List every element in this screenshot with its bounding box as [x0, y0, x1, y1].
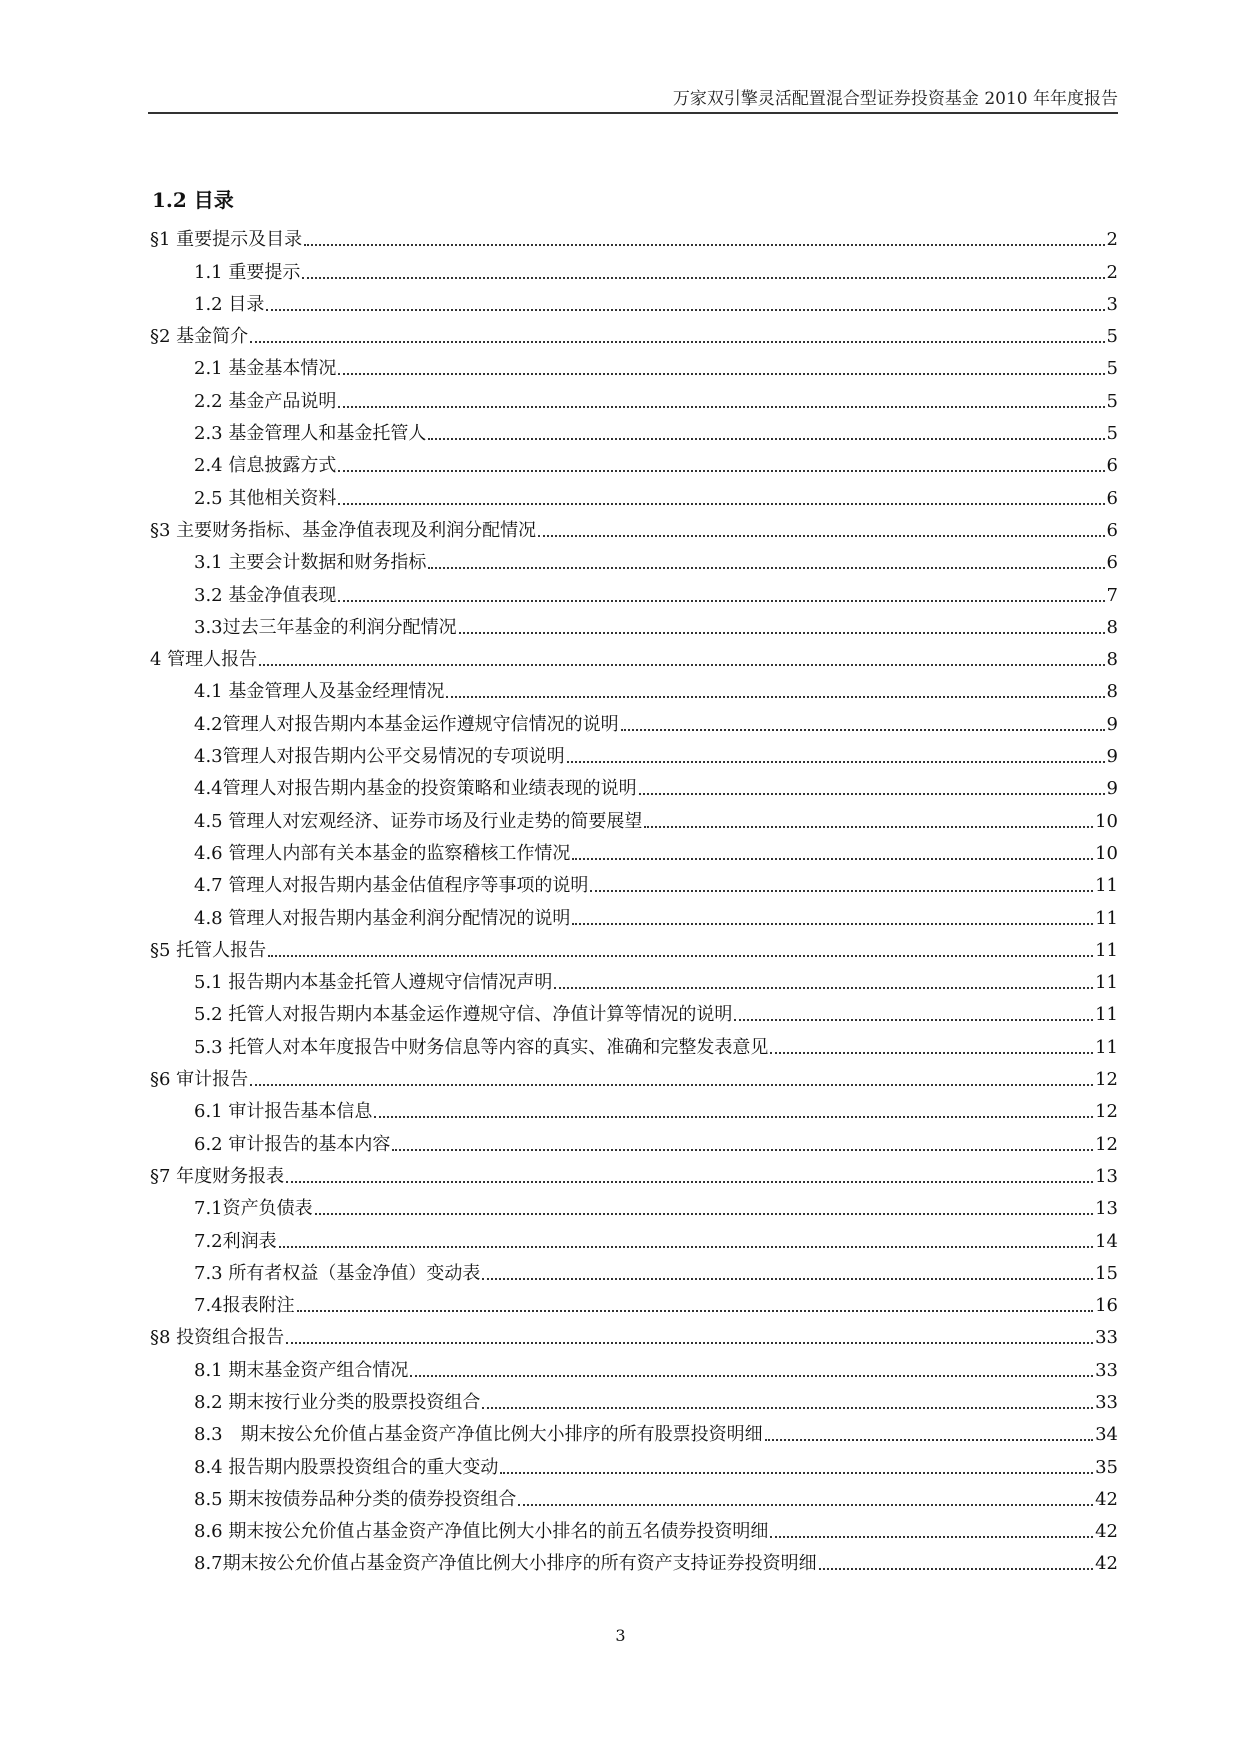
toc-entry[interactable]	[150, 541, 1118, 573]
toc-entry-label: 5.1 报告期内本基金托管人遵规守信情况声明	[194, 972, 553, 994]
toc-entry[interactable]	[150, 1445, 1118, 1477]
toc-entry-label: 8.5 期末按债券品种分类的债券投资组合	[194, 1488, 517, 1510]
toc-entry[interactable]	[150, 1478, 1118, 1510]
toc-dot-leader	[338, 470, 1104, 472]
toc-entry-page: 9	[1106, 713, 1118, 735]
toc-dot-leader	[770, 1052, 1093, 1054]
toc-entry[interactable]	[150, 1219, 1118, 1251]
table-of-contents	[150, 218, 1118, 1574]
toc-entry[interactable]	[150, 1381, 1118, 1413]
toc-entry-page: 6	[1106, 487, 1118, 509]
toc-entry-label: 2.5 其他相关资料	[194, 487, 337, 509]
toc-entry[interactable]	[150, 509, 1118, 541]
toc-dot-leader	[639, 793, 1105, 795]
section-title: 1.2 目录	[152, 188, 234, 212]
toc-entry-page: 14	[1095, 1230, 1118, 1252]
toc-entry[interactable]	[150, 1090, 1118, 1122]
toc-entry-page: 12	[1095, 1101, 1118, 1123]
toc-entry[interactable]	[150, 1025, 1118, 1057]
toc-entry-page: 6	[1106, 455, 1118, 477]
toc-entry-page: 7	[1106, 584, 1118, 606]
toc-dot-leader	[250, 1084, 1093, 1086]
toc-entry-page: 11	[1095, 875, 1118, 897]
toc-dot-leader	[770, 1536, 1093, 1538]
toc-entry-label: 2.2 基金产品说明	[194, 390, 337, 412]
toc-entry-page: 33	[1095, 1391, 1118, 1413]
toc-dot-leader	[338, 503, 1104, 505]
toc-entry-label: 3.3过去三年基金的利润分配情况	[194, 616, 457, 638]
running-header: 万家双引擎灵活配置混合型证券投资基金 2010 年年度报告	[672, 89, 1118, 109]
toc-dot-leader	[554, 987, 1093, 989]
toc-entry-label: 7.1资产负债表	[194, 1198, 313, 1220]
toc-entry[interactable]	[150, 1284, 1118, 1316]
toc-entry[interactable]	[150, 735, 1118, 767]
toc-dot-leader	[482, 1278, 1093, 1280]
toc-entry-label: 4.3管理人对报告期内公平交易情况的专项说明	[194, 746, 565, 768]
toc-dot-leader	[302, 277, 1104, 279]
toc-dot-leader	[446, 696, 1104, 698]
toc-entry-page: 6	[1106, 519, 1118, 541]
toc-entry-label: 7.3 所有者权益（基金净值）变动表	[194, 1262, 481, 1284]
toc-entry-page: 8	[1106, 681, 1118, 703]
toc-entry-label: 4 管理人报告	[150, 649, 258, 671]
toc-dot-leader	[819, 1568, 1093, 1570]
toc-entry-page: 6	[1106, 552, 1118, 574]
toc-dot-leader	[500, 1472, 1093, 1474]
toc-entry-page: 5	[1106, 423, 1118, 445]
toc-entry-label: 8.6 期末按公允价值占基金资产净值比例大小排名的前五名债券投资明细	[194, 1521, 769, 1543]
toc-entry-label: 4.4管理人对报告期内基金的投资策略和业绩表现的说明	[194, 778, 637, 800]
toc-dot-leader	[518, 1504, 1093, 1506]
toc-entry-label: §5 托管人报告	[150, 939, 267, 961]
toc-entry[interactable]	[150, 347, 1118, 379]
toc-dot-leader	[268, 955, 1093, 957]
toc-entry-label: 5.3 托管人对本年度报告中财务信息等内容的真实、准确和完整发表意见	[194, 1036, 769, 1058]
toc-entry[interactable]	[150, 250, 1118, 282]
toc-entry-label: 4.1 基金管理人及基金经理情况	[194, 681, 445, 703]
toc-entry-label: 1.2 目录	[194, 293, 265, 315]
toc-dot-leader	[392, 1149, 1093, 1151]
toc-entry-page: 42	[1095, 1488, 1118, 1510]
toc-entry-page: 33	[1095, 1359, 1118, 1381]
toc-entry[interactable]	[150, 444, 1118, 476]
toc-entry[interactable]	[150, 993, 1118, 1025]
toc-dot-leader	[410, 1375, 1093, 1377]
toc-entry-page: 8	[1106, 616, 1118, 638]
toc-entry-label: 3.2 基金净值表现	[194, 584, 337, 606]
toc-entry-label: 6.1 审计报告基本信息	[194, 1101, 373, 1123]
toc-entry-page: 11	[1095, 1036, 1118, 1058]
header-divider	[148, 112, 1118, 114]
toc-dot-leader	[572, 858, 1093, 860]
toc-dot-leader	[644, 826, 1093, 828]
toc-entry-page: 11	[1095, 907, 1118, 929]
toc-dot-leader	[621, 729, 1105, 731]
toc-entry[interactable]	[150, 799, 1118, 831]
toc-entry[interactable]	[150, 1122, 1118, 1154]
toc-entry-label: 4.5 管理人对宏观经济、证券市场及行业走势的简要展望	[194, 810, 643, 832]
toc-entry[interactable]	[150, 1316, 1118, 1348]
toc-entry[interactable]	[150, 412, 1118, 444]
toc-dot-leader	[428, 438, 1104, 440]
toc-entry[interactable]	[150, 573, 1118, 605]
toc-entry-label: 8.3 期末按公允价值占基金资产净值比例大小排序的所有股票投资明细	[194, 1424, 763, 1446]
toc-dot-leader	[428, 567, 1104, 569]
toc-entry-page: 11	[1095, 972, 1118, 994]
toc-entry-page: 42	[1095, 1553, 1118, 1575]
toc-entry[interactable]	[150, 702, 1118, 734]
toc-entry-label: 7.4报表附注	[194, 1295, 295, 1317]
toc-entry[interactable]	[150, 767, 1118, 799]
toc-dot-leader	[266, 309, 1104, 311]
toc-entry-label: 8.4 报告期内股票投资组合的重大变动	[194, 1456, 499, 1478]
toc-dot-leader	[338, 406, 1104, 408]
toc-entry[interactable]	[150, 1413, 1118, 1445]
toc-entry-label: §2 基金简介	[150, 326, 249, 348]
toc-entry-page: 5	[1106, 390, 1118, 412]
toc-entry-label: 2.1 基金基本情况	[194, 358, 337, 380]
toc-dot-leader	[304, 244, 1104, 246]
toc-entry[interactable]	[150, 218, 1118, 250]
toc-dot-leader	[374, 1116, 1093, 1118]
toc-entry-page: 5	[1106, 326, 1118, 348]
toc-entry-page: 16	[1095, 1295, 1118, 1317]
toc-dot-leader	[765, 1439, 1093, 1441]
toc-dot-leader	[734, 1019, 1093, 1021]
toc-entry[interactable]	[150, 379, 1118, 411]
toc-entry-label: §8 投资组合报告	[150, 1327, 285, 1349]
toc-entry-page: 2	[1106, 261, 1118, 283]
toc-entry-page: 12	[1095, 1133, 1118, 1155]
toc-entry-label: 5.2 托管人对报告期内本基金运作遵规守信、净值计算等情况的说明	[194, 1004, 733, 1026]
toc-entry[interactable]	[150, 1058, 1118, 1090]
toc-entry-page: 11	[1095, 1004, 1118, 1026]
toc-entry-label: 4.2管理人对报告期内本基金运作遵规守信情况的说明	[194, 713, 619, 735]
toc-entry-page: 10	[1095, 810, 1118, 832]
toc-dot-leader	[286, 1181, 1093, 1183]
toc-entry-page: 5	[1106, 358, 1118, 380]
toc-entry[interactable]	[150, 638, 1118, 670]
toc-entry-page: 34	[1095, 1424, 1118, 1446]
toc-entry[interactable]	[150, 670, 1118, 702]
toc-entry-page: 10	[1095, 842, 1118, 864]
toc-entry-label: 6.2 审计报告的基本内容	[194, 1133, 391, 1155]
toc-entry-label: 3.1 主要会计数据和财务指标	[194, 552, 427, 574]
toc-dot-leader	[315, 1213, 1093, 1215]
page-number: 3	[615, 1626, 626, 1645]
toc-entry-label: 4.6 管理人内部有关本基金的监察稽核工作情况	[194, 842, 571, 864]
toc-entry[interactable]	[150, 315, 1118, 347]
toc-entry[interactable]	[150, 864, 1118, 896]
toc-entry-label: 7.2利润表	[194, 1230, 277, 1252]
toc-entry[interactable]	[150, 1252, 1118, 1284]
toc-entry[interactable]	[150, 1348, 1118, 1380]
toc-dot-leader	[590, 890, 1093, 892]
toc-entry[interactable]	[150, 1155, 1118, 1187]
toc-entry-page: 15	[1095, 1262, 1118, 1284]
toc-dot-leader	[279, 1246, 1093, 1248]
toc-entry-page: 35	[1095, 1456, 1118, 1478]
toc-entry-label: §3 主要财务指标、基金净值表现及利润分配情况	[150, 519, 537, 541]
toc-entry-page: 33	[1095, 1327, 1118, 1349]
toc-entry-label: §1 重要提示及目录	[150, 229, 303, 251]
toc-entry-label: 2.3 基金管理人和基金托管人	[194, 423, 427, 445]
toc-dot-leader	[567, 761, 1105, 763]
toc-entry-page: 9	[1106, 746, 1118, 768]
toc-dot-leader	[572, 923, 1093, 925]
toc-entry-page: 13	[1095, 1165, 1118, 1187]
toc-entry[interactable]	[150, 961, 1118, 993]
toc-entry-label: 8.7期末按公允价值占基金资产净值比例大小排序的所有资产支持证券投资明细	[194, 1553, 817, 1575]
toc-dot-leader	[259, 664, 1104, 666]
toc-dot-leader	[338, 600, 1104, 602]
toc-entry-page: 9	[1106, 778, 1118, 800]
toc-entry[interactable]	[150, 929, 1118, 961]
toc-entry-label: 4.8 管理人对报告期内基金利润分配情况的说明	[194, 907, 571, 929]
toc-entry-page: 13	[1095, 1198, 1118, 1220]
toc-entry-label: §6 审计报告	[150, 1069, 249, 1091]
toc-entry-page: 11	[1095, 939, 1118, 961]
toc-entry[interactable]	[150, 1510, 1118, 1542]
toc-dot-leader	[459, 632, 1105, 634]
toc-entry-page: 42	[1095, 1521, 1118, 1543]
toc-entry-label: 8.1 期末基金资产组合情况	[194, 1359, 409, 1381]
toc-entry[interactable]	[150, 896, 1118, 928]
toc-dot-leader	[250, 341, 1104, 343]
toc-entry-label: 2.4 信息披露方式	[194, 455, 337, 477]
toc-entry[interactable]	[150, 1187, 1118, 1219]
toc-dot-leader	[538, 535, 1104, 537]
toc-entry-page: 12	[1095, 1069, 1118, 1091]
toc-dot-leader	[482, 1407, 1093, 1409]
toc-entry-label: 1.1 重要提示	[194, 261, 301, 283]
toc-entry-page: 2	[1106, 229, 1118, 251]
toc-entry-page: 3	[1106, 293, 1118, 315]
toc-entry[interactable]	[150, 832, 1118, 864]
toc-entry-label: 4.7 管理人对报告期内基金估值程序等事项的说明	[194, 875, 589, 897]
toc-entry[interactable]	[150, 606, 1118, 638]
toc-entry-label: 8.2 期末按行业分类的股票投资组合	[194, 1391, 481, 1413]
toc-entry[interactable]	[150, 476, 1118, 508]
toc-entry[interactable]	[150, 1542, 1118, 1574]
toc-entry-page: 8	[1106, 649, 1118, 671]
toc-dot-leader	[286, 1342, 1093, 1344]
toc-dot-leader	[338, 373, 1104, 375]
toc-dot-leader	[297, 1310, 1093, 1312]
toc-entry[interactable]	[150, 283, 1118, 315]
toc-entry-label: §7 年度财务报表	[150, 1165, 285, 1187]
